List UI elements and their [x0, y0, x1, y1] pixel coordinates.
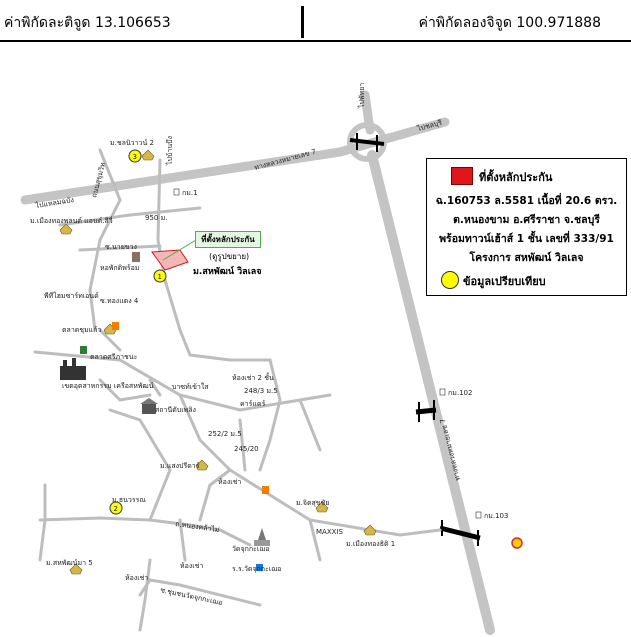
factory-icon — [60, 358, 86, 380]
comparable-marker-3 — [129, 150, 141, 162]
place-label: ซ.ทองแดง 4 — [100, 297, 139, 305]
village-icons — [60, 147, 376, 574]
place-label: เขตอุตสาหกรรม เครือสหพัฒน์ — [62, 382, 154, 390]
place-label: ห้องเช่า — [125, 574, 149, 582]
road-label-highway7-vertical: ทางหลวงหมายเลข 7 — [438, 417, 462, 482]
road-label-to-pattaya: ไปพัทยา — [358, 82, 366, 108]
latitude-label: ค่าพิกัดละติจูด 13.106653 — [4, 15, 171, 31]
legend-project-line: โครงการ สหพัฒน์ วิลเลจ — [469, 252, 584, 264]
subject-legend-label: ที่ตั้งหลักประกัน — [479, 171, 553, 184]
subject-legend-swatch — [451, 167, 473, 185]
place-label: ตลาดศรีภาชนะ — [90, 353, 138, 361]
subject-callout: ที่ตั้งหลักประกัน — [195, 231, 261, 248]
place-label: 245/20 — [234, 445, 259, 453]
place-label: ม.ธนวรรณ — [112, 496, 146, 504]
place-label: ห้องเช่า 2 ชั้น — [232, 374, 274, 382]
road-label-sukhumvit: ถนนสุขุมวิท — [90, 161, 108, 199]
place-label: ม.เมืองทองพลนต์ แอนด์.ลีวี่ — [30, 217, 113, 225]
road-label-km103: กม.103 — [484, 512, 509, 520]
road-label-km1: กม.1 — [182, 189, 198, 197]
place-label: วัดจุกกะเฌอ — [232, 545, 270, 553]
subject-callout-zoom-note: (ดูรูปขยาย) — [209, 252, 250, 261]
place-label: ม.เมืองทองธิติ 1 — [346, 540, 396, 548]
place-label: ร.ร.วัดจุกกะเฌอ — [232, 565, 282, 573]
place-label: บาซท์เข้าใส — [172, 383, 209, 391]
road-label-highway7: ทางหลวงหมายเลข 7 — [253, 147, 317, 172]
road-label-to-chonburi: ไปชลบุรี — [416, 118, 443, 133]
legend-building-line: พร้อมทาวน์เฮ้าส์ 1 ชั้น เลขที่ 333/91 — [439, 233, 614, 245]
legend-deed-line: ฉ.160753 ล.5581 เนื้อที่ 20.6 ตรว. — [435, 195, 618, 207]
comparable-legend-swatch — [441, 271, 459, 289]
temple-icon — [254, 528, 270, 546]
place-label: MAXXIS — [316, 528, 343, 536]
place-label: คาร์แคร์ — [240, 400, 266, 408]
place-label: ซ.ชุมชนวัดจุกกะเฌอ — [159, 586, 224, 608]
place-label: 950 ม. — [145, 214, 168, 222]
place-label: หอพักดิพร้อม — [100, 264, 140, 272]
svg-text:2: 2 — [113, 505, 118, 513]
comparable-marker-1 — [154, 270, 166, 282]
legend-location-line: ต.หนองขาม อ.ศรีราชา จ.ชลบุรี — [453, 214, 600, 226]
road-label-km102: กม.102 — [448, 389, 473, 397]
subject-plot — [152, 250, 188, 270]
place-label: ถ.หนองคล้าไม่ — [174, 520, 220, 535]
place-label: พีทีไฮมซาร์ทเอนด์ — [44, 292, 99, 300]
longitude-label: ค่าพิกัดลองจิจูด 100.971888 — [418, 15, 601, 31]
place-label: 252/2 ม.5 — [208, 430, 242, 438]
map-legend — [426, 158, 627, 296]
road-label-to-bowin: ไปบ้านบึง — [166, 136, 174, 165]
place-label: ห้องเช่า — [180, 562, 204, 570]
place-label: ม.จิตสุขชัย — [296, 499, 330, 507]
svg-text:3: 3 — [132, 153, 137, 161]
place-label: ม.สหพัฒน์มา 5 — [46, 559, 93, 567]
place-label: ม.แสงปรีดาร์ — [160, 462, 200, 470]
comparable-legend-label: ข้อมูลเปรียบเทียบ — [463, 275, 546, 288]
project-name-label: ม.สหพัฒน์ วิลเลจ — [193, 267, 262, 277]
place-label: ม.ชลนิวาวน์ 2 — [110, 139, 154, 147]
place-label: ห้องเช่า — [218, 478, 242, 486]
place-label: ตลาดชุมแก้ว — [62, 326, 102, 334]
place-label: สถานีดับเพลิง — [155, 406, 196, 414]
road-label-to-laemchabang: ไปแหลมฉบัง — [35, 196, 75, 210]
place-label: ซ.นายขวง — [105, 243, 137, 251]
svg-text:1: 1 — [157, 273, 162, 281]
shell-station-icon — [512, 538, 522, 548]
place-label: 248/3 ม.5 — [244, 387, 278, 395]
